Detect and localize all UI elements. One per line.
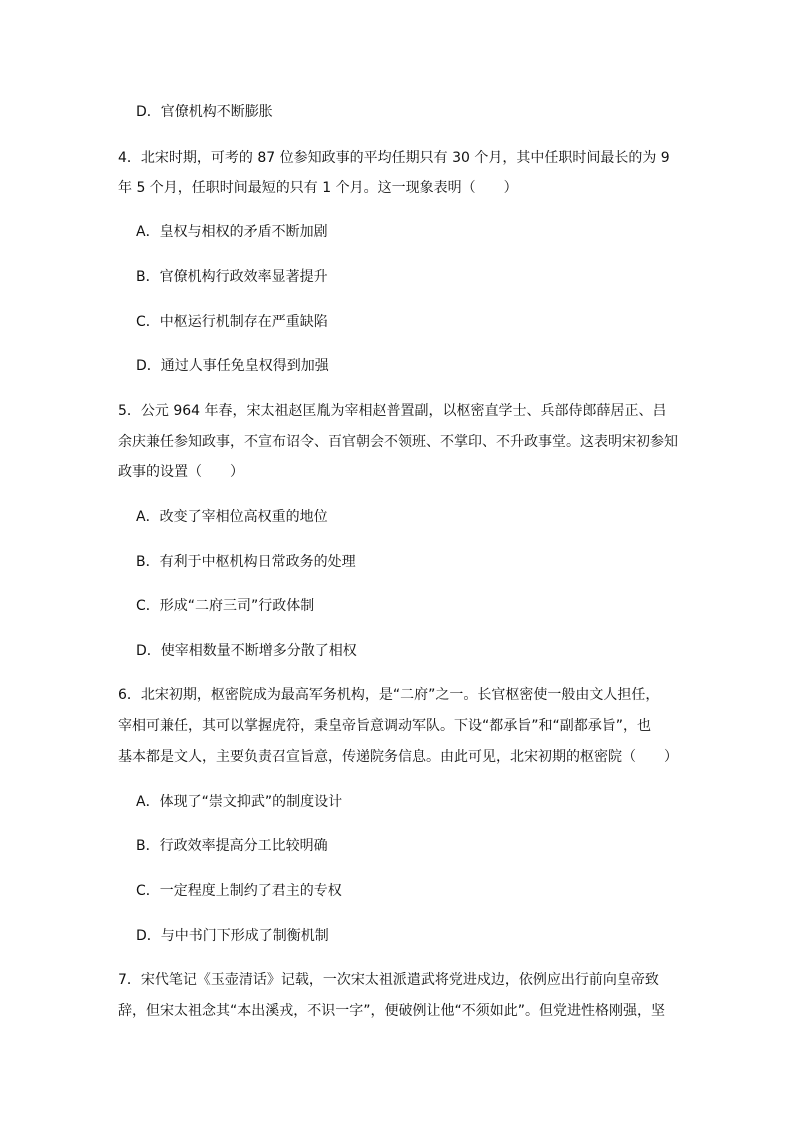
q5-option-b: B．有利于中枢机构日常政务的处理	[136, 554, 356, 570]
q5-option-c: C．形成“二府三司”行政体制	[136, 598, 315, 614]
q4-option-c: C．中枢运行机制存在严重缺陷	[136, 314, 328, 330]
q6-stem-line-2: 宰相可兼任，其可以掌握虎符，秉皇帝旨意调动军队。下设“都承旨”和“副都承旨”，也	[118, 718, 652, 734]
q5-option-d: D．使宰相数量不断增多分散了相权	[136, 643, 357, 659]
q4-stem-line-2: 年 5 个月，任职时间最短的只有 1 个月。这一现象表明（ ）	[118, 180, 518, 196]
q6-stem-line-1: 6．北宋初期，枢密院成为最高军务机构，是“二府”之一。长官枢密使一般由文人担任，	[118, 687, 660, 703]
q7-stem-line-1: 7．宋代笔记《玉壶清话》记载，一次宋太祖派遣武将党进戍边，依例应出行前向皇帝致	[118, 972, 659, 988]
q6-option-d: D．与中书门下形成了制衡机制	[136, 928, 329, 944]
q7-stem-line-2: 辞，但宋太祖念其“本出溪戎，不识一字”，便破例让他“不须如此”。但党进性格刚强，坚	[118, 1003, 666, 1019]
q5-stem-line-2: 余庆兼任参知政事，不宣布诏令、百官朝会不领班、不掌印、不升政事堂。这表明宋初参知	[118, 434, 678, 450]
q5-stem-line-1: 5．公元 964 年春，宋太祖赵匡胤为宰相赵普置副，以枢密直学士、兵部侍郎薛居正、吕	[118, 403, 667, 419]
q4-option-b: B．官僚机构行政效率显著提升	[136, 269, 328, 285]
q6-option-c: C．一定程度上制约了君主的专权	[136, 883, 342, 899]
q5-option-a: A．改变了宰相位高权重的地位	[136, 509, 328, 525]
q3-option-d: D．官僚机构不断膨胀	[136, 104, 273, 120]
q6-option-a: A．体现了“崇文抑武”的制度设计	[136, 794, 343, 810]
q4-option-a: A．皇权与相权的矛盾不断加剧	[136, 224, 328, 240]
q6-stem-line-3: 基本都是文人，主要负责召宣旨意，传递院务信息。由此可见，北宋初期的枢密院（ ）	[118, 749, 678, 765]
q4-option-d: D．通过人事任免皇权得到加强	[136, 358, 329, 374]
q5-stem-line-3: 政事的设置（ ）	[118, 464, 244, 480]
q4-stem-line-1: 4．北宋时期，可考的 87 位参知政事的平均任期只有 30 个月，其中任职时间最长的为 9	[118, 150, 670, 166]
q6-option-b: B．行政效率提高分工比较明确	[136, 838, 328, 854]
